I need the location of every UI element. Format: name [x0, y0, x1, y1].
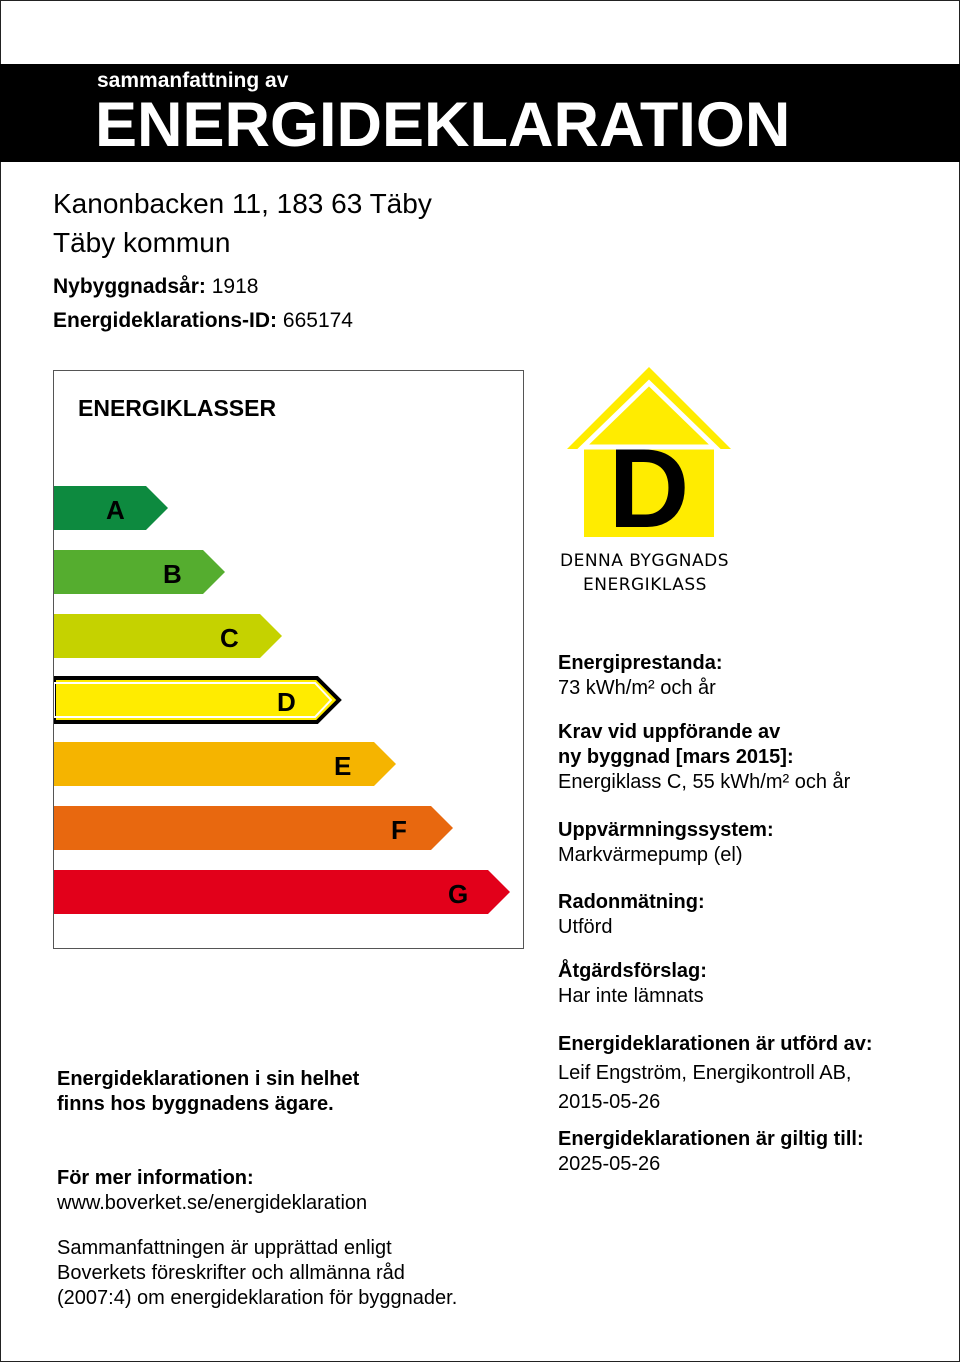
owner-note-line1: Energideklarationen i sin helhet [57, 1068, 360, 1090]
energy-class-bar-b [54, 545, 235, 599]
declaration-id [53, 309, 353, 333]
heating-system-label: Uppvärmningssystem: [558, 819, 774, 841]
badge-caption-line2: ENERGIKLASS [583, 575, 707, 595]
energy-performance-value: 73 kWh/m² och år [558, 677, 716, 699]
action-proposals [558, 959, 707, 1009]
more-info-link[interactable]: www.boverket.se/energideklaration [57, 1192, 368, 1214]
action-proposals-value: Har inte lämnats [558, 985, 704, 1007]
radon-measurement [558, 890, 705, 940]
requirement-label-line2: ny byggnad [mars 2015]: [558, 746, 794, 768]
energy-class-arrow-c [54, 609, 292, 663]
header-title: ENERGIDEKLARATION [95, 90, 791, 160]
heating-system [558, 818, 774, 868]
declaration-id-value: 665174 [282, 309, 353, 332]
valid-until-label: Energideklarationen är giltig till: [558, 1128, 864, 1150]
requirement-value: Energiklass C, 55 kWh/m² och år [558, 771, 851, 793]
energy-class-letter-c: C [220, 623, 239, 653]
energy-class-letter-g: G [448, 879, 469, 909]
footer-note-line1: Sammanfattningen är upprättad enligt [57, 1237, 392, 1259]
performed-date: 2015-05-26 [558, 1091, 661, 1113]
action-proposals-label: Åtgärdsförslag: [558, 960, 707, 982]
property-municipality: Täby kommun [53, 227, 231, 258]
house-icon [567, 367, 731, 539]
construction-year-value: 1918 [211, 275, 259, 298]
owner-note [57, 1067, 359, 1117]
footer-note-line2: Boverkets föreskrifter och allmänna råd [57, 1262, 405, 1284]
radon-label: Radonmätning: [558, 891, 705, 913]
energy-performance-label: Energiprestanda: [558, 652, 723, 674]
header-subtitle: sammanfattning av [97, 69, 289, 92]
energy-class-letter-a: A [106, 495, 125, 525]
valid-until [558, 1127, 864, 1177]
header-bar [0, 64, 960, 162]
energy-class-arrow-d [54, 673, 349, 727]
valid-until-value: 2025-05-26 [558, 1153, 661, 1175]
construction-year [53, 275, 258, 299]
declaration-id-label: Energideklarations-ID: [53, 309, 278, 332]
footer-note-line3: (2007:4) om energideklaration för byggnader. [57, 1287, 458, 1309]
more-info [57, 1166, 367, 1216]
badge-caption-line1: DENNA BYGGNADS [560, 551, 729, 571]
construction-year-label: Nybyggnadsår: [53, 275, 206, 298]
performed-by-value: Leif Engström, Energikontroll AB, [558, 1062, 852, 1084]
house-badge [567, 367, 731, 544]
new-building-requirement [558, 720, 850, 795]
performed-by [558, 1030, 873, 1117]
footer-note [57, 1236, 457, 1311]
performed-by-label: Energideklarationen är utförd av: [558, 1033, 873, 1055]
energy-class-letter-f: F [391, 815, 407, 845]
energy-performance [558, 651, 722, 701]
energy-class-letter-e: E [334, 751, 352, 781]
energy-class-title: ENERGIKLASSER [78, 395, 277, 421]
energy-class-scale [53, 370, 524, 949]
energy-class-bar-e [54, 737, 406, 791]
energy-class-bar-c [54, 609, 292, 663]
svg-text:D: D [608, 426, 690, 539]
more-info-label: För mer information: [57, 1167, 254, 1189]
heating-system-value: Markvärmepump (el) [558, 844, 743, 866]
owner-note-line2: finns hos byggnadens ägare. [57, 1093, 334, 1115]
requirement-label-line1: Krav vid uppförande av [558, 721, 781, 743]
energy-class-arrow-b [54, 545, 235, 599]
energy-class-arrow-e [54, 737, 406, 791]
energy-class-letter-b: B [163, 559, 182, 589]
energy-class-letter-d: D [277, 687, 296, 717]
radon-value: Utförd [558, 916, 613, 938]
energy-class-bar-d [54, 673, 349, 727]
property-address: Kanonbacken 11, 183 63 Täby [53, 188, 432, 219]
